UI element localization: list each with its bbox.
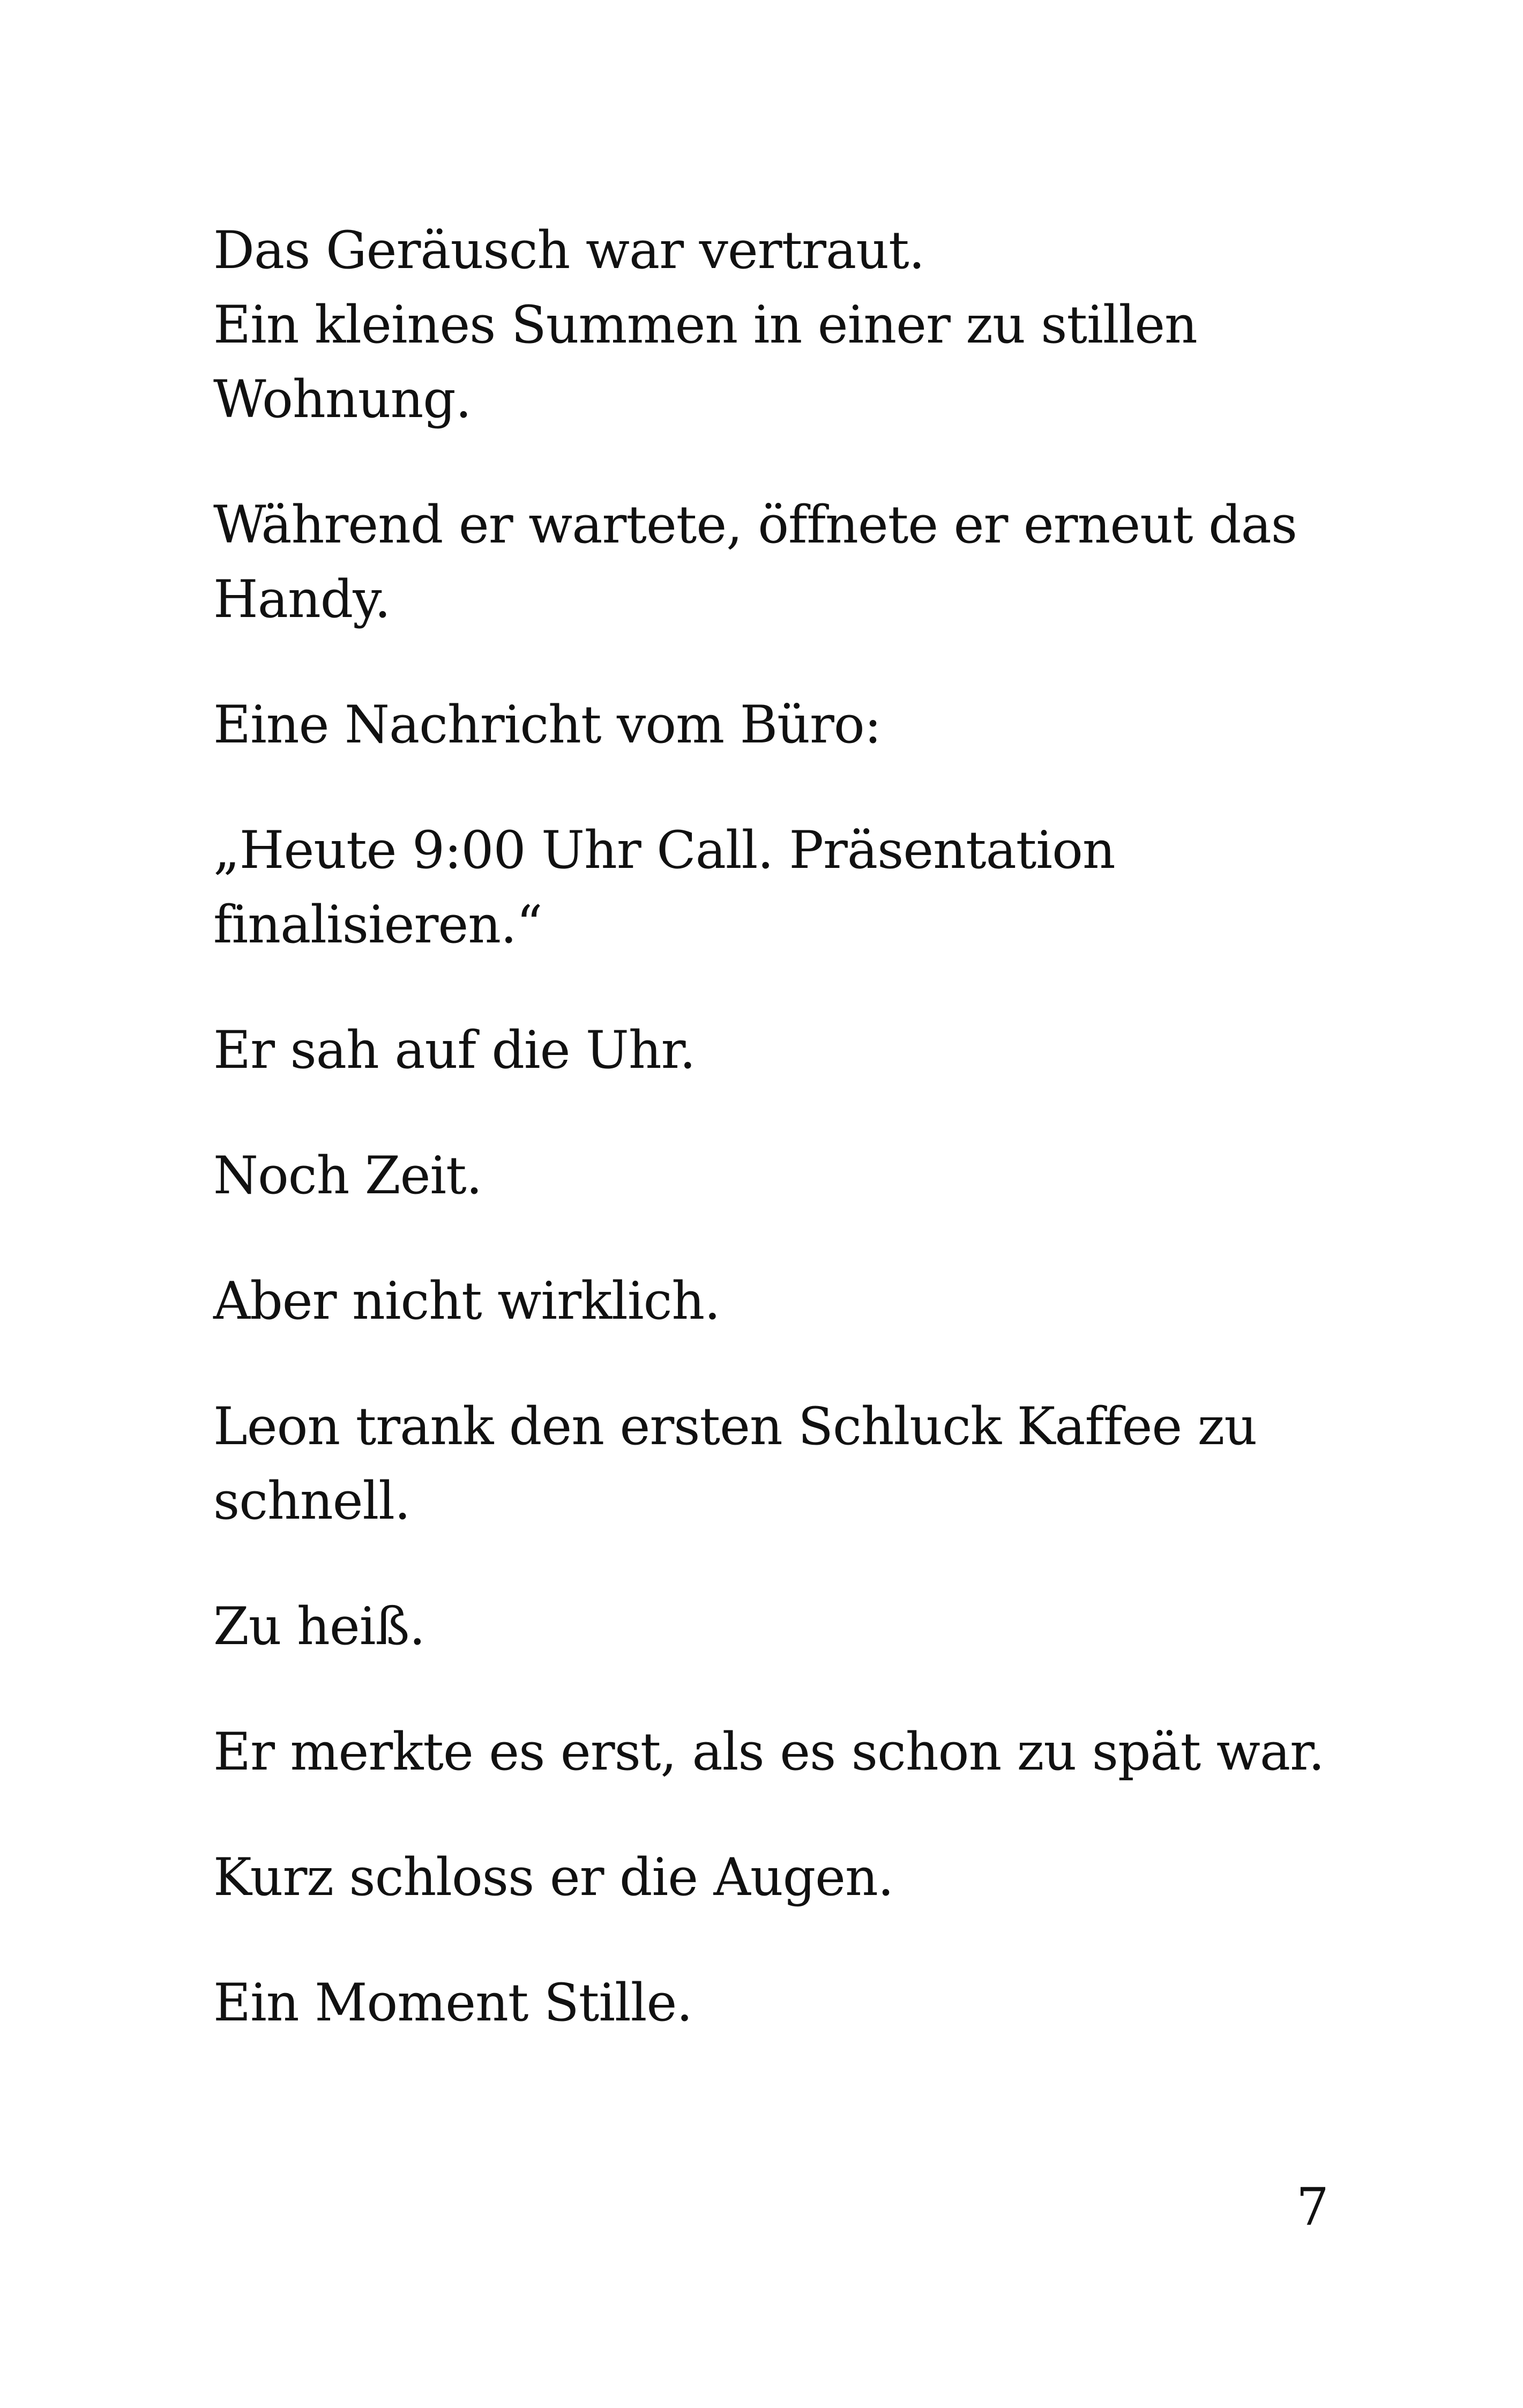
text-line: Ein kleines Summen in einer zu stillen (213, 295, 1197, 355)
text-line: „Heute 9:00 Uhr Call. Präsentation (213, 820, 1115, 880)
text-line: Eine Nachricht vom Büro: (213, 695, 882, 755)
paragraph (213, 1966, 1312, 2040)
text-line: Wohnung. (213, 369, 472, 429)
text-line: Zu heiß. (213, 1596, 425, 1656)
text-line: Während er wartete, öffnete er erneut das (213, 495, 1297, 555)
paragraph (213, 488, 1312, 637)
text-line: finalisieren.“ (213, 895, 542, 955)
text-line: schnell. (213, 1471, 410, 1531)
text-line: Handy. (213, 569, 391, 629)
text-line: Er merkte es erst, als es schon zu spät war. (213, 1722, 1325, 1782)
text-line: Noch Zeit. (213, 1146, 482, 1206)
paragraph (213, 813, 1312, 962)
text-line: Er sah auf die Uhr. (213, 1020, 696, 1080)
paragraph (213, 688, 1312, 762)
paragraph (213, 213, 1312, 437)
text-line: Aber nicht wirklich. (213, 1271, 720, 1331)
text-line: Das Geräusch war vertraut. (213, 220, 925, 280)
paragraph (213, 1139, 1312, 1213)
paragraph (213, 1840, 1312, 1915)
page-number: 7 (1296, 2177, 1329, 2237)
body-text (213, 213, 1325, 2091)
text-line: Kurz schloss er die Augen. (213, 1847, 894, 1907)
paragraph (213, 1715, 1325, 1789)
text-line: Ein Moment Stille. (213, 1973, 692, 2033)
paragraph (213, 1013, 1312, 1088)
paragraph (213, 1589, 1312, 1664)
text-line: Leon trank den ersten Schluck Kaffee zu (213, 1396, 1257, 1456)
paragraph (213, 1389, 1312, 1539)
paragraph (213, 1264, 1312, 1339)
